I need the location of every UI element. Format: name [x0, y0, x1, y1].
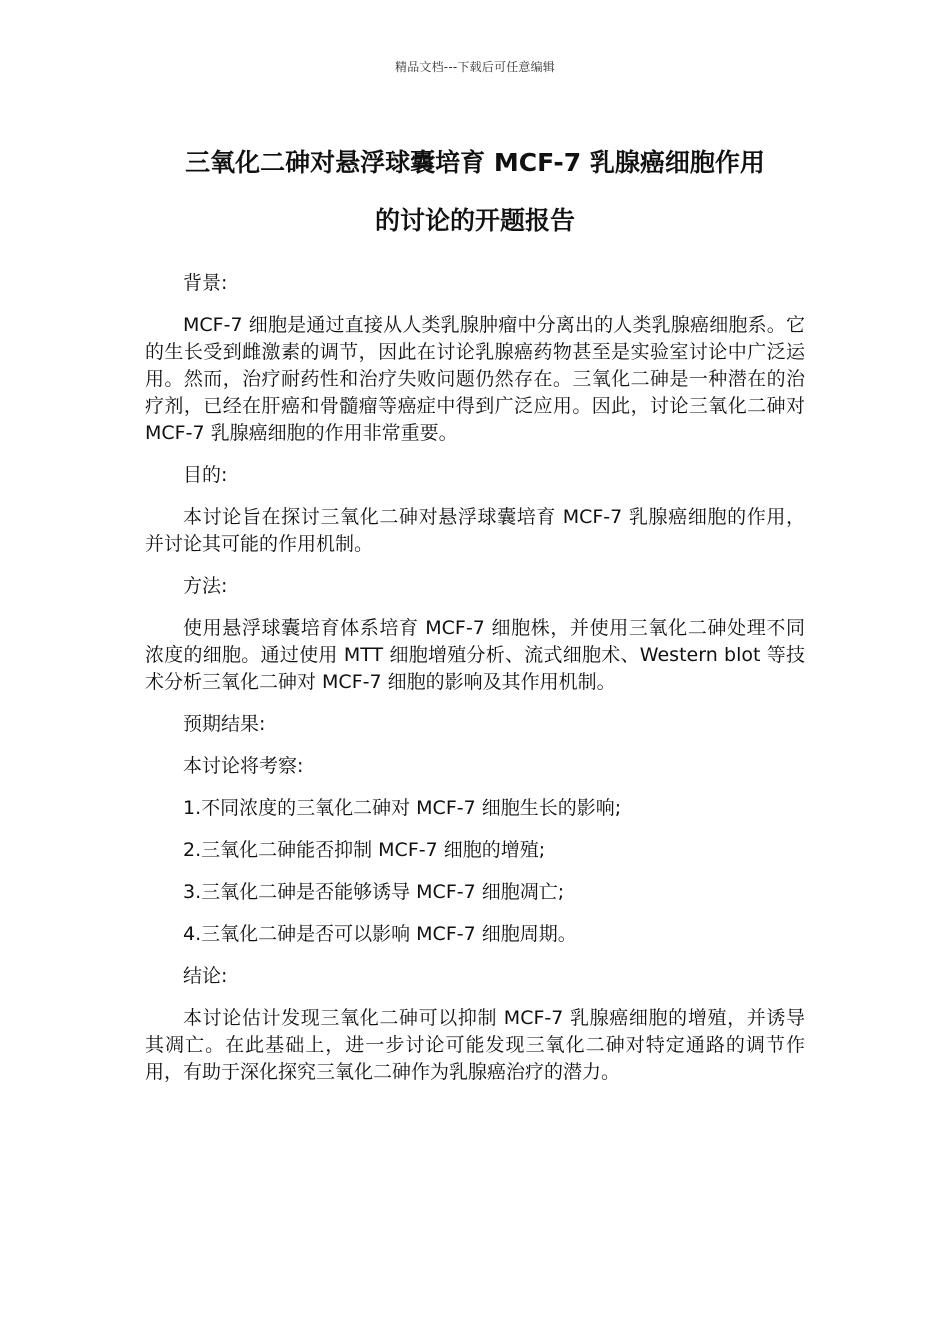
document-title [120, 134, 830, 250]
conclusion-label: 结论: [183, 965, 228, 987]
document-body [145, 270, 805, 1101]
purpose-paragraph: 本讨论旨在探讨三氧化二砷对悬浮球囊培育 MCF-7 乳腺癌细胞的作用，并讨论其可能的作用机制。 [145, 506, 805, 555]
expected-item: 3.三氧化二砷是否能够诱导 MCF-7 细胞凋亡; [183, 881, 565, 903]
expected-results-label: 预期结果: [183, 713, 266, 735]
expected-results-intro: 本讨论将考察: [183, 755, 304, 777]
background-label: 背景: [183, 272, 228, 294]
method-paragraph: 使用悬浮球囊培育体系培育 MCF-7 细胞株，并使用三氧化二砷处理不同浓度的细胞。通过使用 MTT 细胞增殖分析、流式细胞术、Western blot 等技术分析三氧化二砷对 MCF-7 细胞的影响及其作用机制。 [145, 617, 805, 693]
conclusion-paragraph: 本讨论估计发现三氧化二砷可以抑制 MCF-7 乳腺癌细胞的增殖，并诱导其凋亡。在此基础上，进一步讨论可能发现三氧化二砷对特定通路的调节作用，有助于深化探究三氧化二砷作为乳腺癌治疗的潜力。 [145, 1007, 805, 1083]
expected-item: 4.三氧化二砷是否可以影响 MCF-7 细胞周期。 [183, 923, 577, 945]
purpose-label: 目的: [183, 464, 228, 486]
title-line-1: 三氧化二砷对悬浮球囊培育 MCF-7 乳腺癌细胞作用 [185, 148, 765, 177]
method-label: 方法: [183, 575, 228, 597]
background-paragraph: MCF-7 细胞是通过直接从人类乳腺肿瘤中分离出的人类乳腺癌细胞系。它的生长受到雌激素的调节，因此在讨论乳腺癌药物甚至是实验室讨论中广泛运用。然而，治疗耐药性和治疗失败问题仍然存在。三氧化二砷是一种潜在的治疗剂，已经在肝癌和骨髓瘤等癌症中得到广泛应用。因此，讨论三氧化二砷对 MCF-7 乳腺癌细胞的作用非常重要。 [145, 314, 805, 444]
expected-item: 1.不同浓度的三氧化二砷对 MCF-7 细胞生长的影响; [183, 797, 622, 819]
expected-item: 2.三氧化二砷能否抑制 MCF-7 细胞的增殖; [183, 839, 546, 861]
title-line-2: 的讨论的开题报告 [374, 206, 575, 235]
header-note: 精品文档---下载后可任意编辑 [395, 60, 555, 74]
